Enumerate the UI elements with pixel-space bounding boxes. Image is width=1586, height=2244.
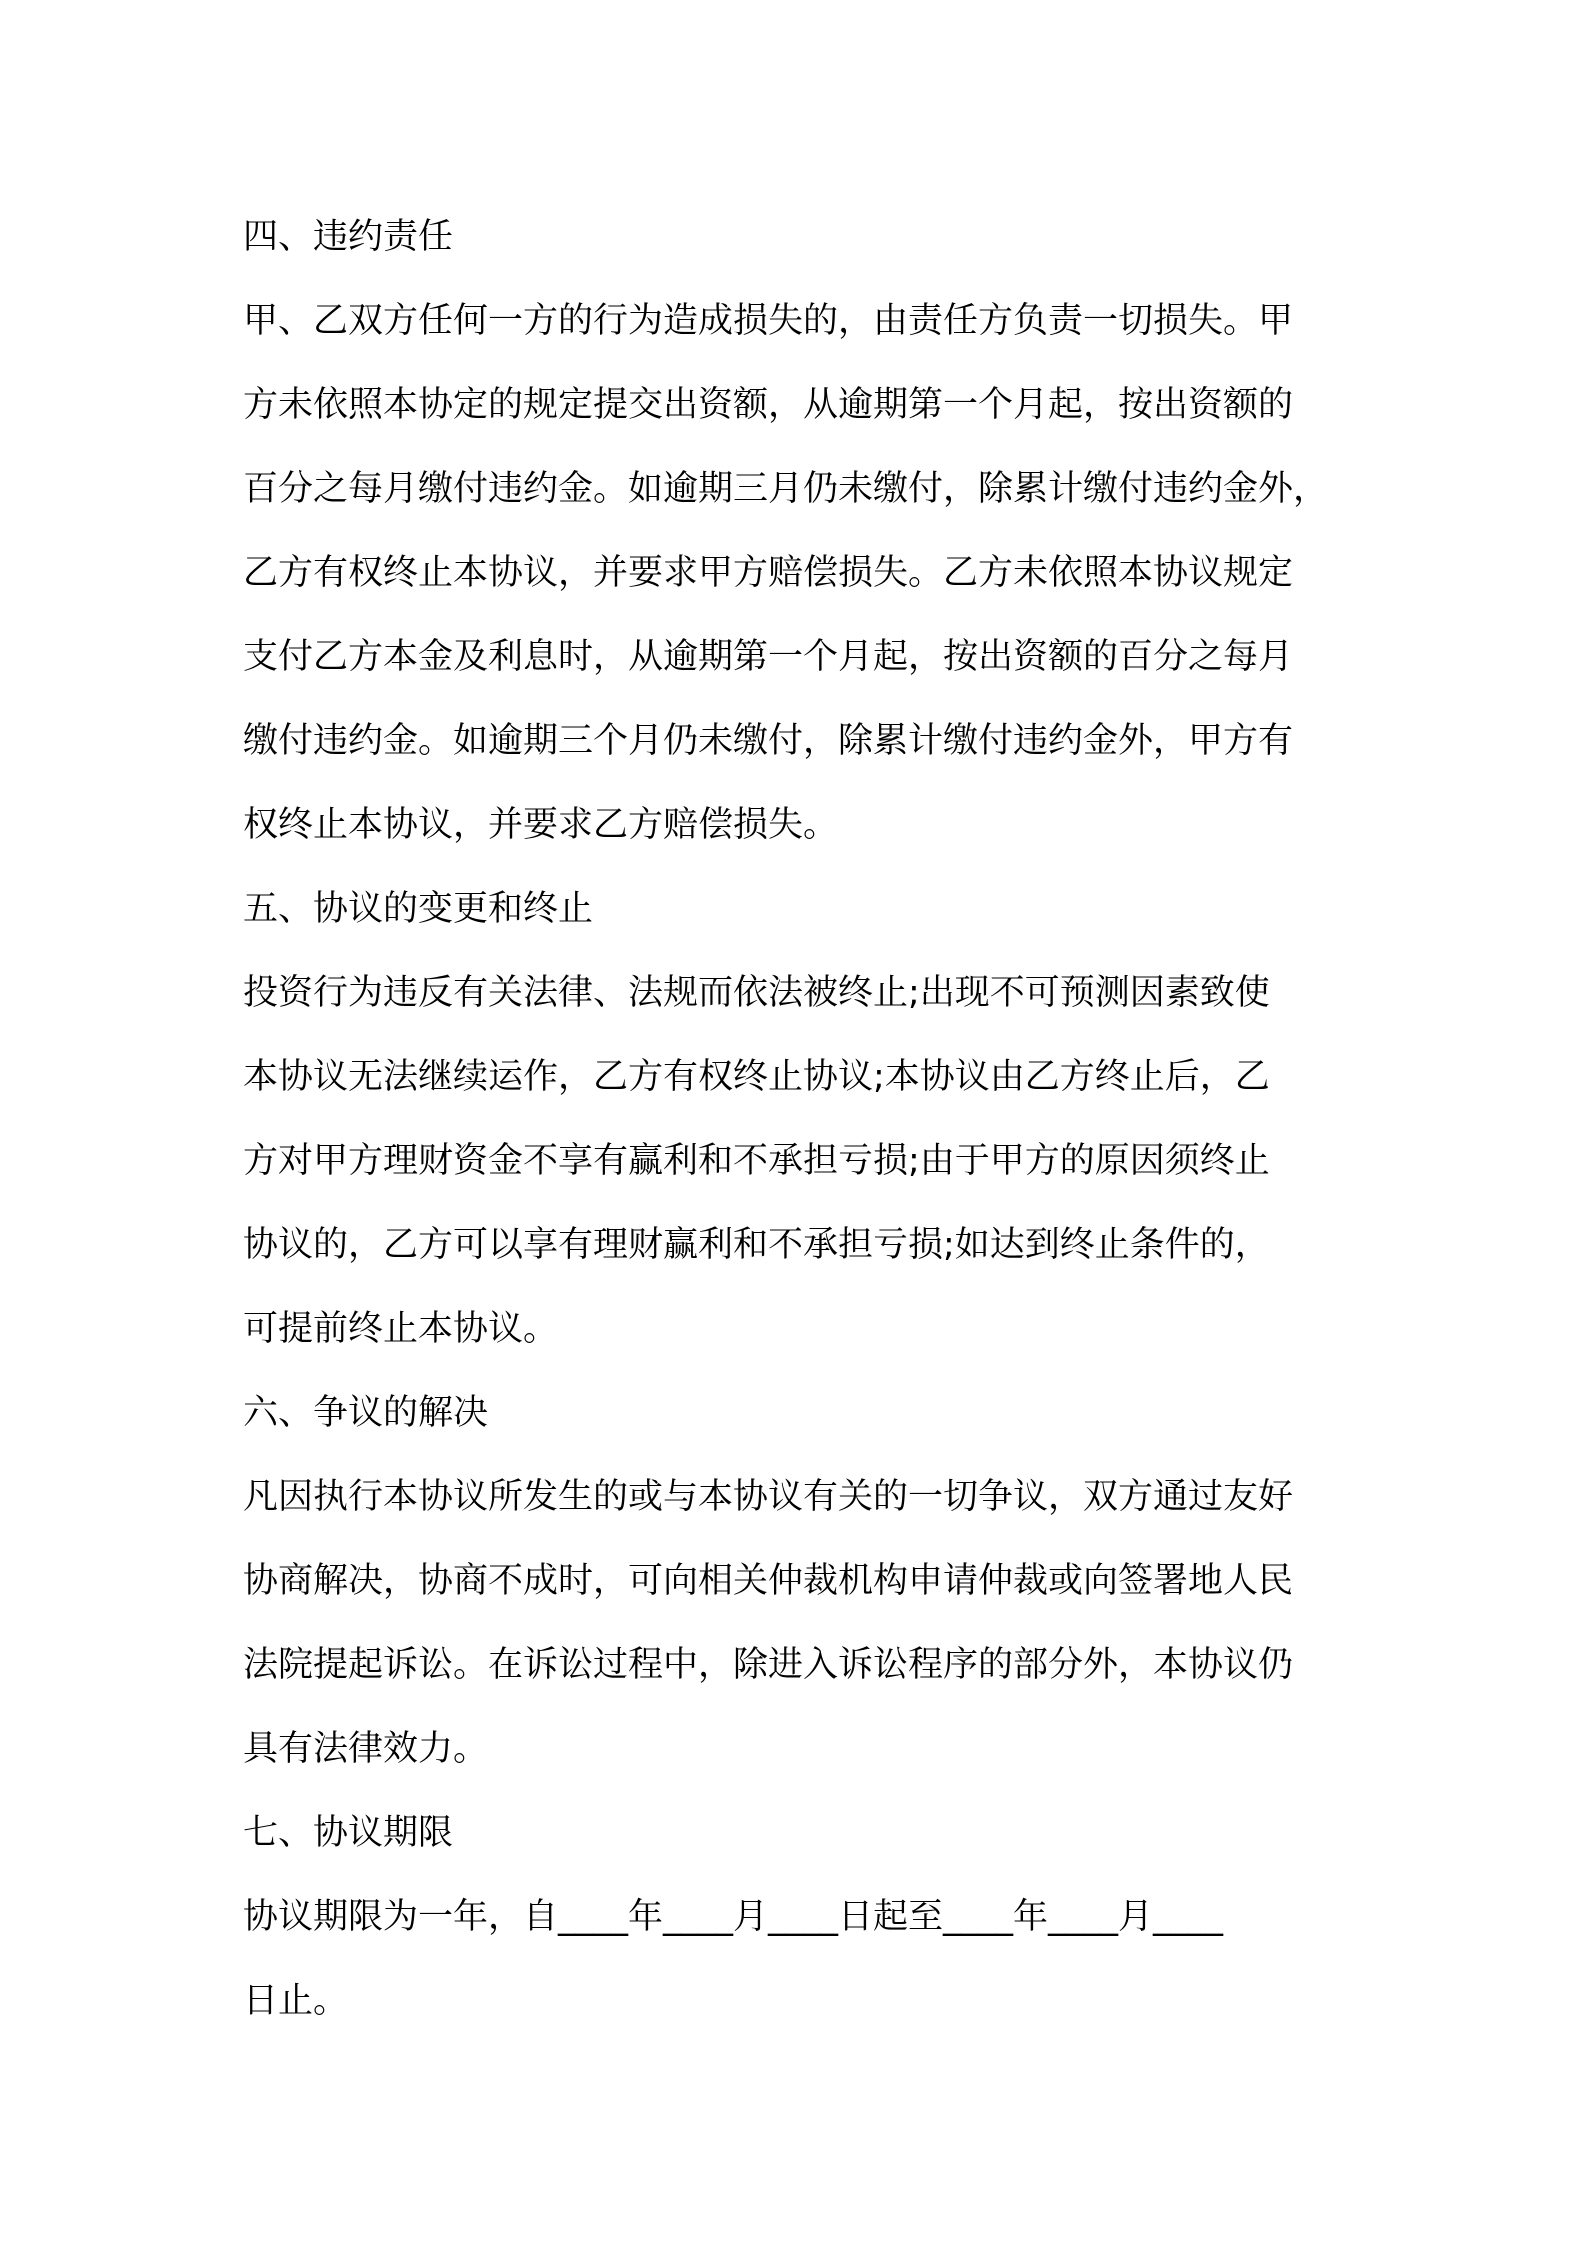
- paragraph-line: 具有法律效力。: [243, 1729, 489, 1769]
- paragraph-line: 法院提起诉讼。在诉讼过程中，除进入诉讼程序的部分外，本协议仍: [243, 1645, 1294, 1685]
- paragraph-line: 支付乙方本金及利息时，从逾期第一个月起，按出资额的百分之每月: [243, 637, 1294, 677]
- paragraph-line: 协商解决，协商不成时，可向相关仲裁机构申请仲裁或向签署地人民: [243, 1561, 1294, 1601]
- section-agreement-term: [243, 1791, 1358, 2043]
- paragraph-line: 本协议无法继续运作，乙方有权终止协议;本协议由乙方终止后，乙: [243, 1057, 1270, 1097]
- section-heading: 六、争议的解决: [243, 1393, 489, 1433]
- paragraph-line: 百分之每月缴付违约金。如逾期三月仍未缴付，除累计缴付违约金外，: [243, 469, 1329, 509]
- paragraph-line: 日止。: [243, 1981, 349, 2021]
- paragraph-line: 方未依照本协定的规定提交出资额，从逾期第一个月起，按出资额的: [243, 385, 1294, 425]
- paragraph-line: 权终止本协议，并要求乙方赔偿损失。: [243, 805, 839, 845]
- document-body: [243, 195, 1358, 2043]
- paragraph-line: 可提前终止本协议。: [243, 1309, 559, 1349]
- paragraph-line: 缴付违约金。如逾期三个月仍未缴付，除累计缴付违约金外，甲方有: [243, 721, 1294, 761]
- section-breach-liability: [243, 195, 1358, 867]
- paragraph-line: 乙方有权终止本协议，并要求甲方赔偿损失。乙方未依照本协议规定: [243, 553, 1294, 593]
- paragraph-line: 甲、乙双方任何一方的行为造成损失的，由责任方负责一切损失。甲: [243, 301, 1294, 341]
- paragraph-line: 协议的，乙方可以享有理财赢利和不承担亏损;如达到终止条件的，: [243, 1225, 1270, 1265]
- section-heading: 四、违约责任: [243, 217, 454, 257]
- section-dispute-resolution: [243, 1371, 1358, 1791]
- section-change-and-termination: [243, 867, 1358, 1371]
- paragraph-line: 方对甲方理财资金不享有赢利和不承担亏损;由于甲方的原因须终止: [243, 1141, 1270, 1181]
- section-heading: 七、协议期限: [243, 1813, 454, 1853]
- paragraph-line: 协议期限为一年，自____年____月____日起至____年____月____: [243, 1897, 1224, 1937]
- paragraph-line: 凡因执行本协议所发生的或与本协议有关的一切争议，双方通过友好: [243, 1477, 1294, 1517]
- section-heading: 五、协议的变更和终止: [243, 889, 594, 929]
- paragraph-line: 投资行为违反有关法律、法规而依法被终止;出现不可预测因素致使: [243, 973, 1270, 1013]
